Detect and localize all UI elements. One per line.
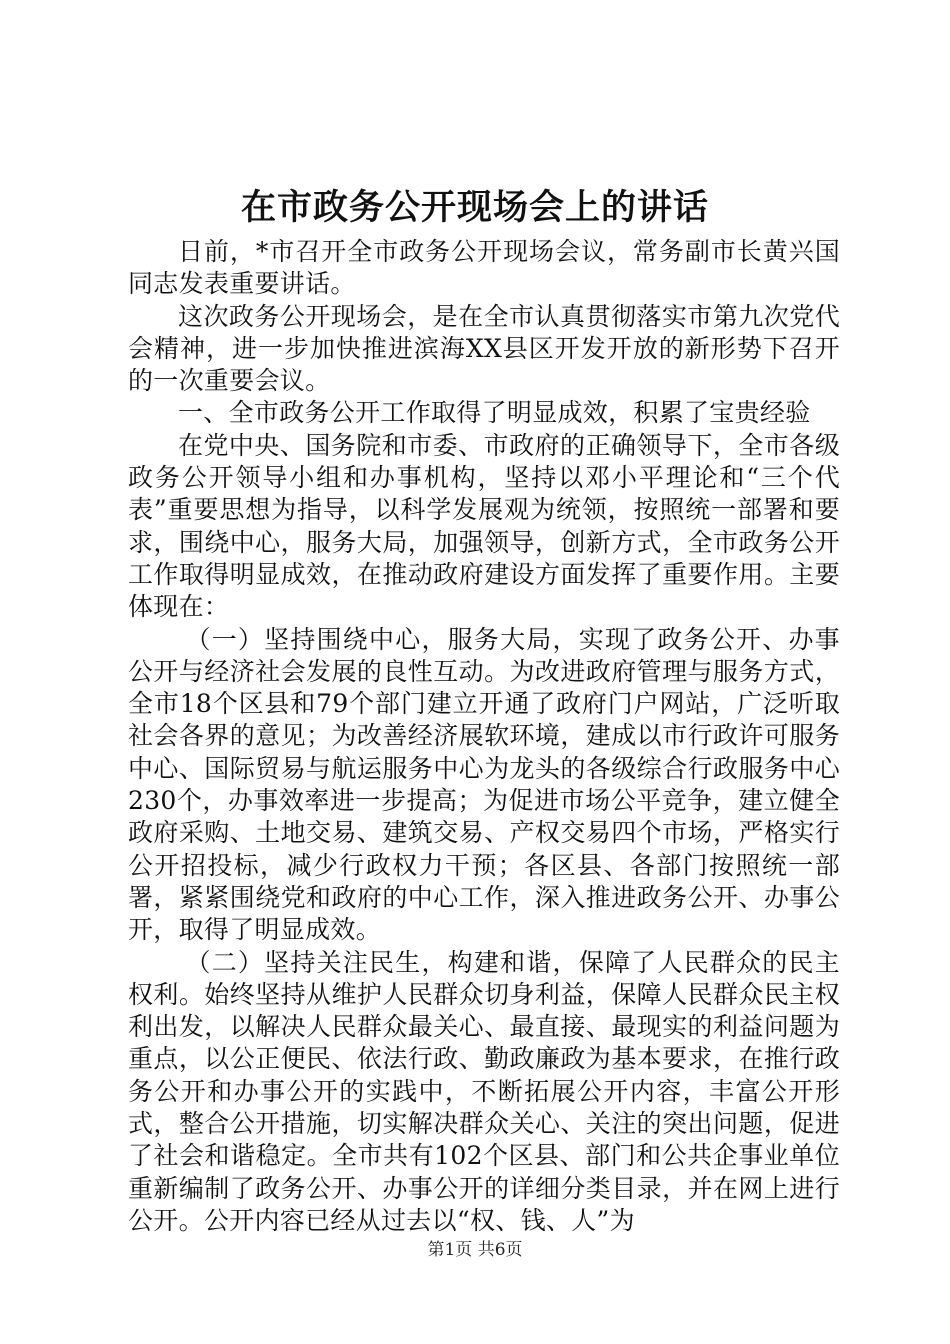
document-body <box>128 236 840 1237</box>
paragraph-point-one: （一）坚持围绕中心，服务大局，实现了政务公开、办事公开与经济社会发展的良性互动。为改进政府管理与服务方式，全市18个区县和79个部门建立开通了政府门户网站，广泛听取社会各界的意见；为改善经济展软环境，建成以市行政许可服务中心、国际贸易与航运服务中心为龙头的各级综合行政服务中心230个，办事效率进一步提高；为促进市场公平竞争，建立健全政府采购、土地交易、建筑交易、产权交易四个市场，严格实行公开招投标，减少行政权力干预；各区县、各部门按照统一部署，紧紧围绕党和政府的中心工作，深入推进政务公开、办事公开，取得了明显成效。 <box>128 624 840 945</box>
paragraph-meeting-context: 这次政务公开现场会，是在全市认真贯彻落实市第九次党代会精神，进一步加快推进滨海XX县区开发开放的新形势下召开的一次重要会议。 <box>128 301 840 396</box>
paragraph-intro: 日前，*市召开全市政务公开现场会议，常务副市长黄兴国同志发表重要讲话。 <box>128 237 840 299</box>
document-title: 在市政务公开现场会上的讲话 <box>240 187 709 228</box>
section-heading-one: 一、全市政务公开工作取得了明显成效，积累了宝贵经验 <box>178 398 811 428</box>
paragraph-point-two: （二）坚持关注民生，构建和谐，保障了人民群众的民主权利。始终坚持从维护人民群众切身利益，保障人民群众民主权利出发，以解决人民群众最关心、最直接、最现实的利益问题为重点，以公正便民、依法行政、勤政廉政为基本要求，在推行政务公开和办事公开的实践中，不断拓展公开内容，丰富公开形式，整合公开措施，切实解决群众关心、关注的突出问题，促进了社会和谐稳定。全市共有102个区县、部门和公共企事业单位重新编制了政务公开、办事公开的详细分类目录，并在网上进行公开。公开内容已经从过去以“权、钱、人”为 <box>128 947 840 1235</box>
page-number-footer: 第1页 共6页 <box>427 1240 523 1260</box>
paragraph-achievements: 在党中央、国务院和市委、市政府的正确领导下，全市各级政务公开领导小组和办事机构，坚持以邓小平理论和“三个代表”重要思想为指导，以科学发展观为统领，按照统一部署和要求，围绕中心，服务大局，加强领导，创新方式，全市政务公开工作取得明显成效，在推动政府建设方面发挥了重要作用。主要体现在： <box>128 430 840 622</box>
